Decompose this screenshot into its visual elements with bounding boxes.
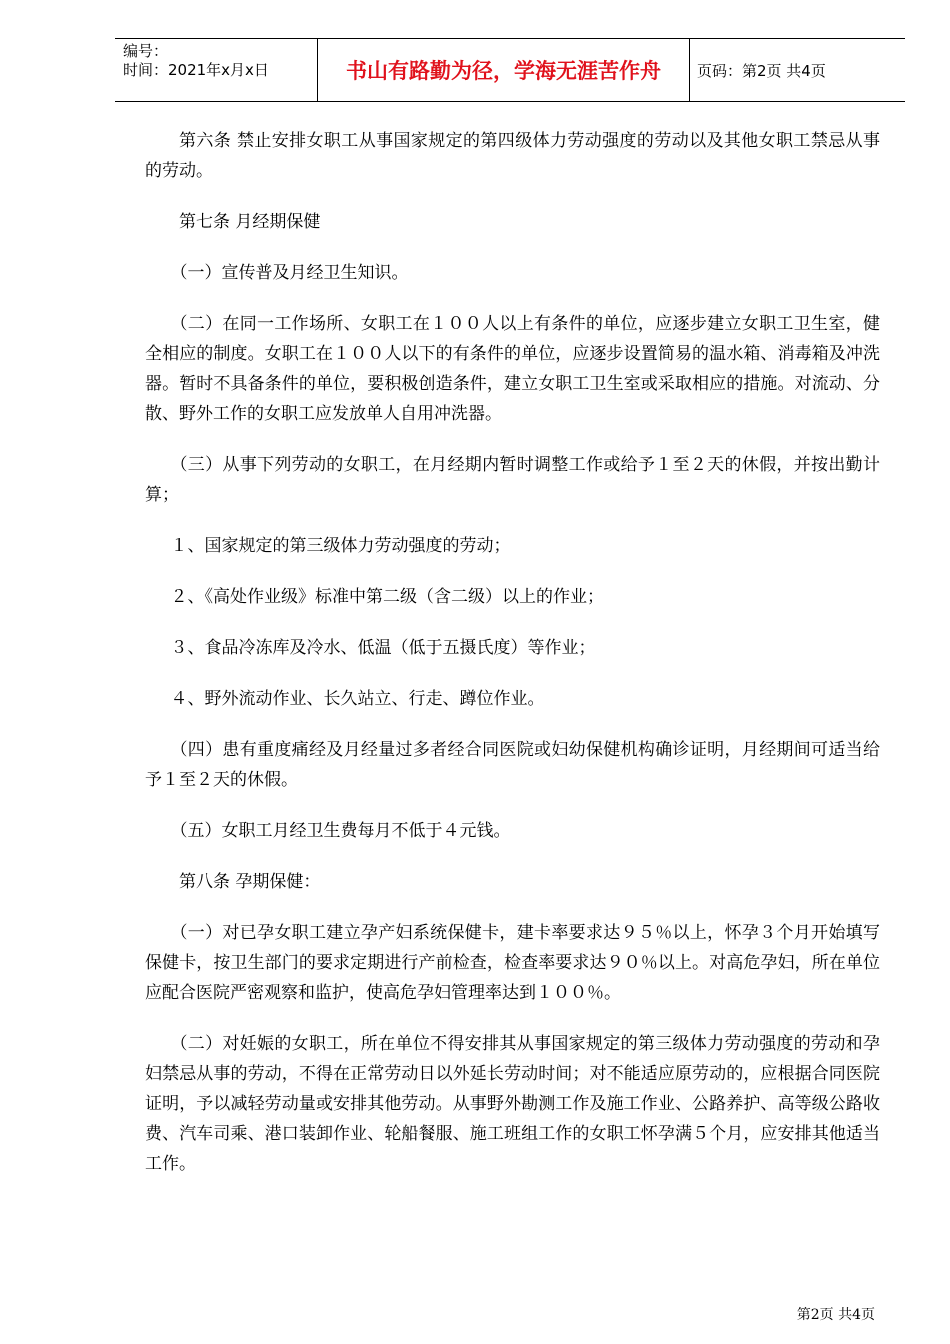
article-7-item-3-sub-1: １、国家规定的第三级体力劳动强度的劳动； xyxy=(170,536,511,556)
header-page-label: 页码：第2页 共4页 xyxy=(697,61,826,80)
article-7-item-2: （二）在同一工作场所、女职工在１００人以上有条件的单位，应逐步建立女职工卫生室，健全相应的制度。女职工在１００人以下的有条件的单位，应逐步设置简易的温水箱、消毒箱及冲洗器。暂时不具备条件的单位，要积极创造条件，建立女职工卫生室或采取相应的措施。对流动、分散、野外工作的女职工应发放单人自用冲洗器。 xyxy=(145,314,880,424)
article-8-item-2: （二）对妊娠的女职工，所在单位不得安排其从事国家规定的第三级体力劳动强度的劳动和孕妇禁忌从事的劳动，不得在正常劳动日以外延长劳动时间；对不能适应原劳动的，应根据合同医院证明，予以减轻劳动量或安排其他劳动。从事野外勘测工作及施工作业、公路养护、高等级公路收费、汽车司乘、港口装卸作业、轮船餐服、施工班组工作的女职工怀孕满５个月，应安排其他适当工作。 xyxy=(145,1034,880,1174)
article-6: 第六条 禁止安排女职工从事国家规定的第四级体力劳动强度的劳动以及其他女职工禁忌从事的劳动。 xyxy=(145,131,880,181)
article-7-item-1: （一）宣传普及月经卫生知识。 xyxy=(170,263,409,283)
document-body xyxy=(145,126,880,1200)
article-8-heading: 第八条 孕期保健： xyxy=(179,872,321,892)
article-7-item-3-sub-4: ４、野外流动作业、长久站立、行走、蹲位作业。 xyxy=(170,689,545,709)
article-7-item-3-sub-2: ２、《高处作业级》标准中第二级（含二级）以上的作业； xyxy=(170,587,604,607)
document-date-label: 时间：2021年x月x日 xyxy=(123,61,269,79)
article-7-item-5: （五）女职工月经卫生费每月不低于４元钱。 xyxy=(170,821,511,841)
header-motto: 书山有路勤为径，学海无涯苦作舟 xyxy=(318,39,690,101)
article-7-item-4: （四）患有重度痛经及月经量过多者经合同医院或妇幼保健机构确诊证明，月经期间可适当给予１至２天的休假。 xyxy=(145,740,880,790)
article-8-item-1: （一）对已孕女职工建立孕产妇系统保健卡，建卡率要求达９５％以上，怀孕３个月开始填写保健卡，按卫生部门的要求定期进行产前检查，检查率要求达９０％以上。对高危孕妇，所在单位应配合医院严密观察和监护，使高危孕妇管理率达到１００％。 xyxy=(145,923,880,1003)
article-7-item-3: （三）从事下列劳动的女职工，在月经期内暂时调整工作或给予１至２天的休假，并按出勤计算； xyxy=(145,455,880,505)
article-7-item-3-sub-3: ３、食品冷冻库及冷水、低温（低于五摄氏度）等作业； xyxy=(170,638,596,658)
document-number-label: 编号： xyxy=(123,42,169,60)
page-footer: 第2页 共4页 xyxy=(796,1307,875,1323)
article-7-heading: 第七条 月经期保健 xyxy=(179,212,321,232)
header-meta xyxy=(115,39,318,101)
page-header xyxy=(115,38,905,102)
